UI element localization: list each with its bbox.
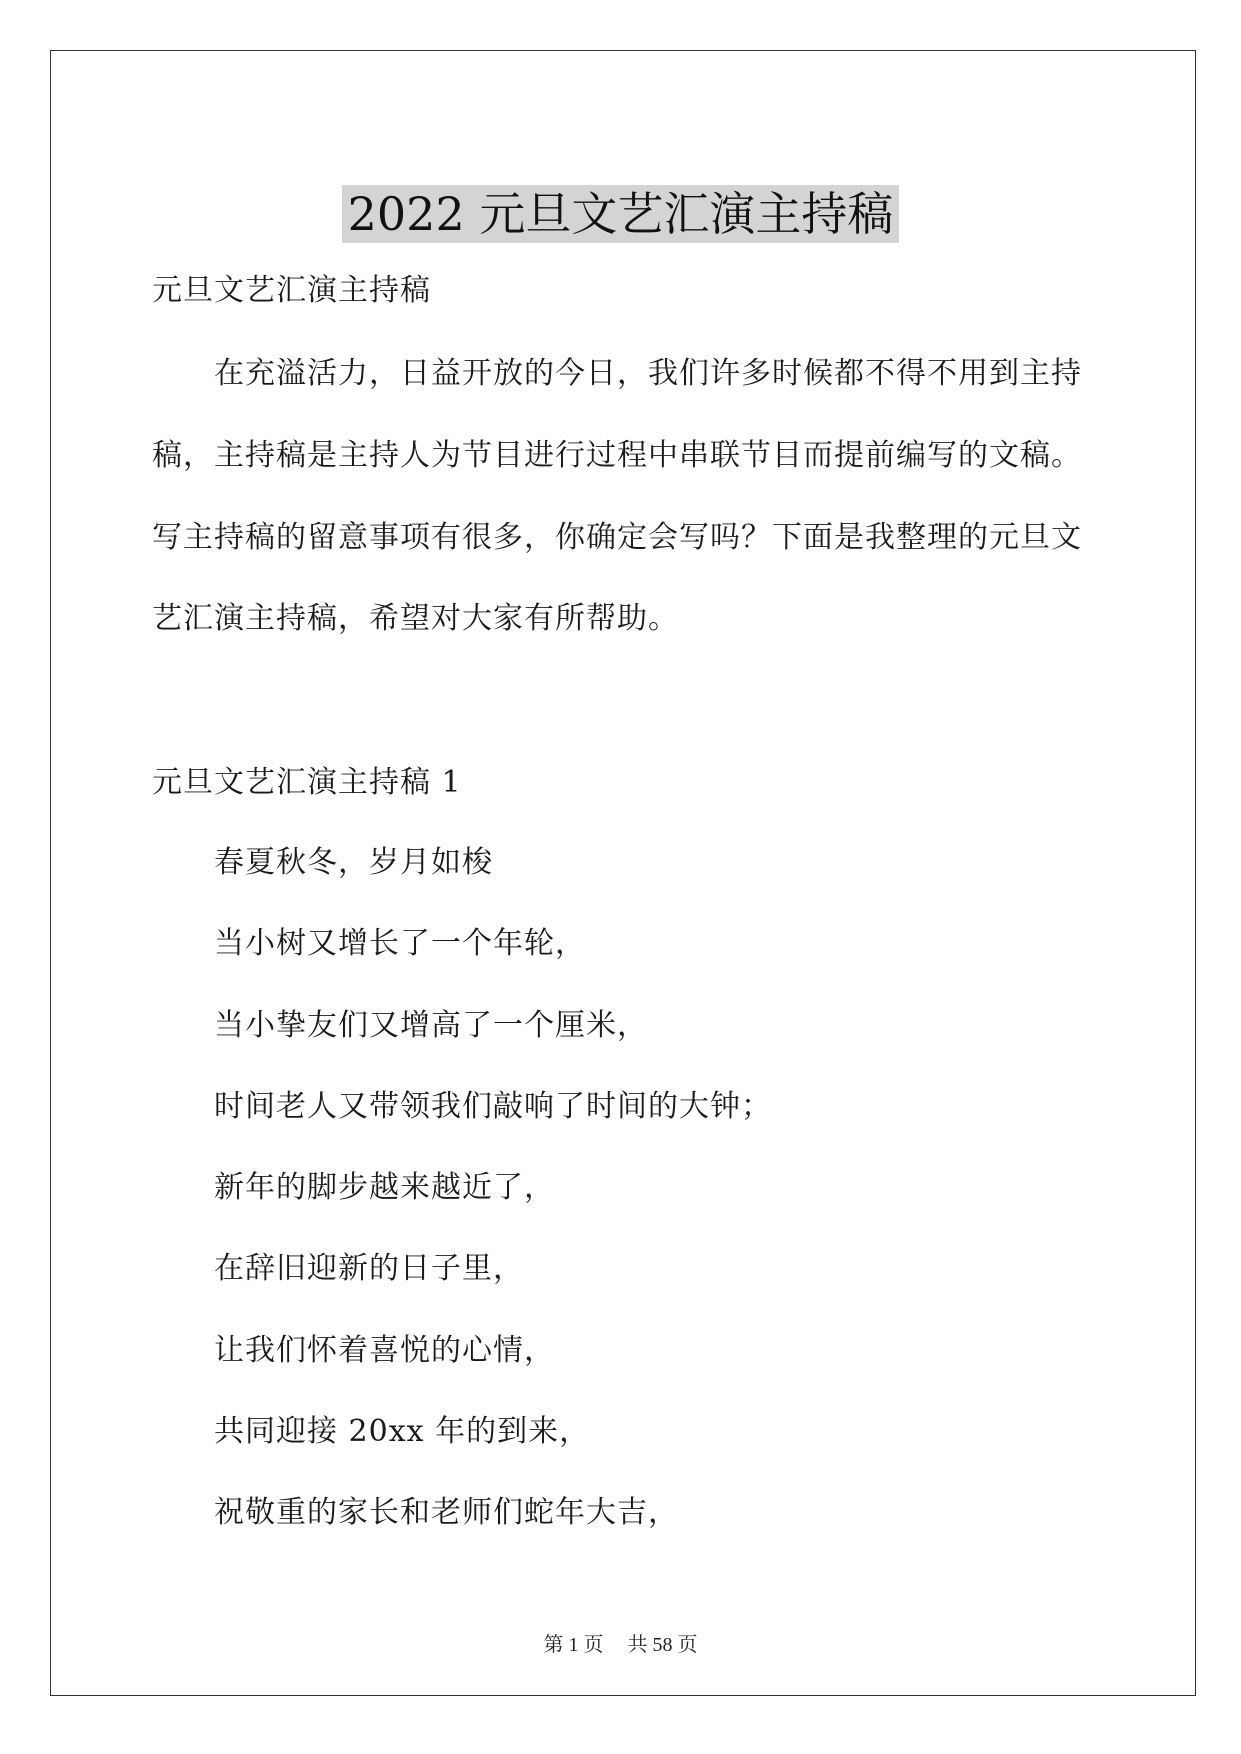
document-title	[0, 181, 1241, 247]
intro-line-3: 写主持稿的留意事项有很多，你确定会写吗？下面是我整理的元旦文	[152, 520, 1082, 555]
document-title-text: 2022 元旦文艺汇演主持稿	[342, 185, 900, 243]
page-total: 共 58 页	[627, 1634, 698, 1656]
poem-line: 新年的脚步越来越近了，	[214, 1170, 555, 1205]
page-number: 第 1 页	[543, 1634, 604, 1656]
poem-line: 当小挚友们又增高了一个厘米，	[214, 1008, 648, 1043]
poem-line: 共同迎接 20xx 年的到来，	[214, 1414, 591, 1449]
poem-line: 在辞旧迎新的日子里，	[214, 1251, 524, 1286]
poem-line: 祝敬重的家长和老师们蛇年大吉，	[214, 1495, 679, 1530]
intro-line-2: 稿，主持稿是主持人为节目进行过程中串联节目而提前编写的文稿。	[152, 438, 1082, 473]
poem-line: 当小树又增长了一个年轮，	[214, 926, 586, 961]
section-heading-1: 元旦文艺汇演主持稿 1	[152, 765, 462, 800]
poem-line: 春夏秋冬，岁月如梭	[214, 845, 493, 880]
intro-line-4: 艺汇演主持稿，希望对大家有所帮助。	[152, 601, 679, 636]
intro-line-1: 在充溢活力，日益开放的今日，我们许多时候都不得不用到主持	[214, 356, 1082, 391]
section-heading: 元旦文艺汇演主持稿	[152, 273, 431, 308]
page-footer	[0, 1628, 1241, 1657]
poem-line: 时间老人又带领我们敲响了时间的大钟；	[214, 1089, 772, 1124]
poem-line: 让我们怀着喜悦的心情，	[214, 1333, 555, 1368]
